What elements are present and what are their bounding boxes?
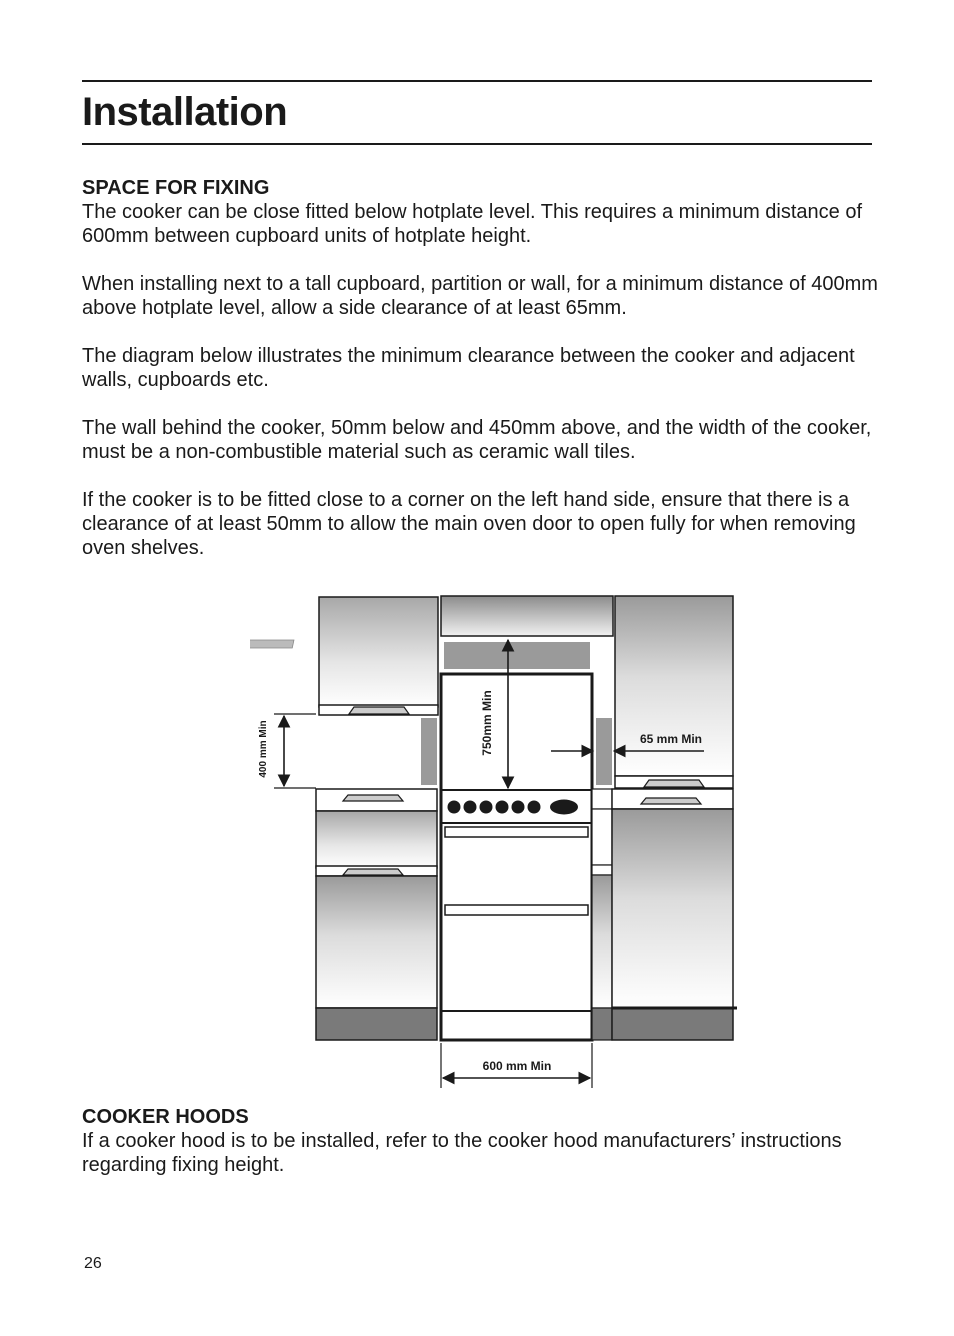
top-rule	[82, 80, 872, 82]
left-clearance-bar	[421, 718, 437, 785]
right-drawer-handle	[641, 798, 701, 804]
title-underline-rule	[82, 143, 872, 145]
left-wall-cupboard	[250, 597, 438, 715]
timer-display	[550, 800, 578, 815]
dimension-400mm	[258, 714, 316, 788]
left-door-handle	[343, 869, 403, 875]
right-clearance-bar	[596, 718, 612, 785]
cooker-hoods-heading: COOKER HOODS	[82, 1106, 249, 1128]
left-wall-cupboard-handle	[349, 707, 409, 714]
page-number: 26	[84, 1255, 102, 1272]
right-tall-cupboard	[615, 596, 733, 788]
page-title: Installation	[82, 90, 288, 134]
cooker	[441, 674, 592, 1040]
space-for-fixing-section	[82, 176, 882, 560]
label-750mm: 750mm Min	[480, 690, 494, 756]
cooker-hoods-paragraph: If a cooker hood is to be installed, refer to the cooker hood manufacturers’ instructions regarding fixing height.	[82, 1130, 842, 1176]
installation-clearance-diagram	[250, 590, 750, 1095]
dimension-600mm	[441, 1043, 592, 1088]
fixing-paragraph-3: The diagram below illustrates the minimum clearance between the cooker and adjacent walls, cupboards etc.	[82, 345, 855, 391]
right-tall-cupboard-handle	[644, 780, 704, 787]
right-base-cupboard	[592, 789, 737, 1040]
label-400mm: 400 mm Min	[258, 720, 269, 778]
fixing-paragraph-2: When installing next to a tall cupboard, partition or wall, for a minimum distance of 400mm above hotplate level, allow a side clearance of at least 65mm.	[82, 273, 878, 319]
left-base-cupboard	[316, 789, 437, 1040]
grill-door-handle	[445, 827, 588, 837]
label-600mm: 600 mm Min	[482, 1059, 552, 1073]
space-for-fixing-heading: SPACE FOR FIXING	[82, 177, 270, 199]
cooker-hoods-section	[82, 1105, 882, 1177]
fixing-paragraph-5: If the cooker is to be fitted close to a corner on the left hand side, ensure that there is a clearance of at least 50mm to allow the main oven door to open fully for when removing oven shelves.	[82, 489, 856, 559]
label-65mm: 65 mm Min	[639, 732, 703, 746]
oven-door-handle	[445, 905, 588, 915]
fixing-paragraph-4: The wall behind the cooker, 50mm below and 450mm above, and the width of the cooker, must be a non-combustible material such as ceramic wall tiles.	[82, 417, 872, 463]
cooker-hood	[441, 596, 613, 669]
fixing-paragraph-1: The cooker can be close fitted below hotplate level. This requires a minimum distance of 600mm between cupboard units of hotplate height.	[82, 201, 863, 247]
left-drawer-handle	[343, 795, 403, 801]
